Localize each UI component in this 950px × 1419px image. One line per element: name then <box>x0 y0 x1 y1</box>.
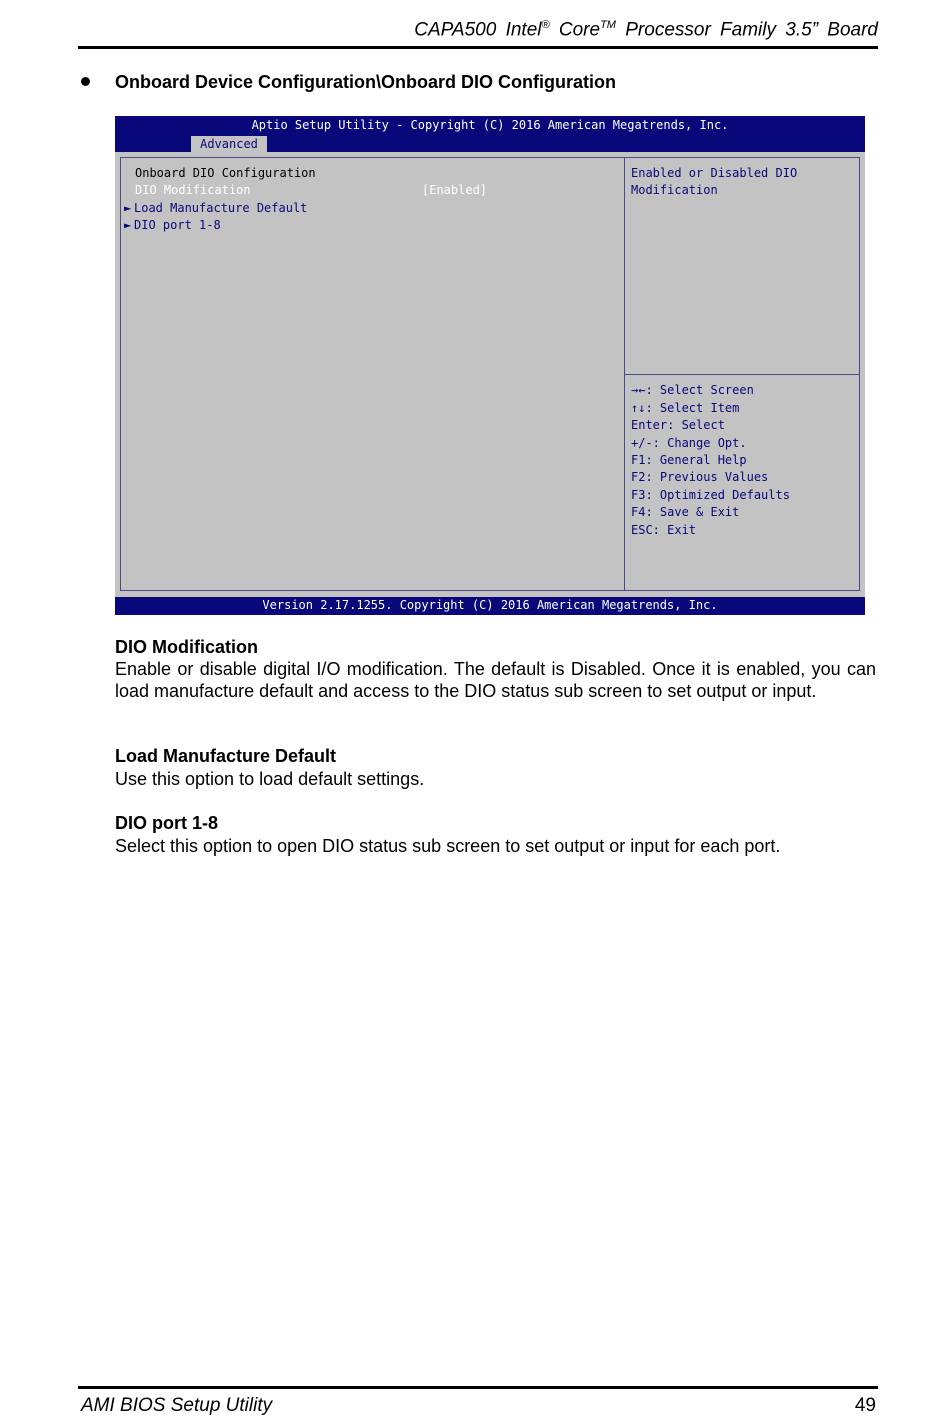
bios-divider <box>625 374 859 375</box>
key-hint: F2: Previous Values <box>631 470 769 484</box>
desc-text-dio-port: Select this option to open DIO status sub screen to set output or input for each port. <box>115 836 781 856</box>
desc-text-load-manufacture-default: Use this option to load default settings. <box>115 769 425 789</box>
bios-status-bar <box>115 597 865 615</box>
page-footer <box>78 1386 878 1419</box>
submenu-arrow-icon: ► <box>124 218 132 232</box>
desc-title-dio-modification: DIO Modification <box>115 637 258 657</box>
key-hint: ESC: Exit <box>631 523 697 537</box>
header-title: CAPA500 Intel® Core™ Processor Family 3.5” Board <box>414 19 878 41</box>
key-hint: +/-: Change Opt. <box>631 436 747 450</box>
desc-title-load-manufacture-default: Load Manufacture Default <box>115 746 337 766</box>
key-hint: Enter: Select <box>631 418 725 432</box>
bios-screenshot <box>115 116 865 615</box>
key-hint: →←: Select Screen <box>631 383 754 397</box>
section-title: Onboard Device Configuration\Onboard DIO Configuration <box>115 72 616 92</box>
menu-item-dio-modification[interactable]: DIO Modification <box>135 183 251 197</box>
page-number: 49 <box>854 1395 876 1416</box>
help-text: Modification <box>631 183 718 197</box>
footer-title: AMI BIOS Setup Utility <box>81 1395 273 1416</box>
tab-advanced[interactable]: Advanced <box>191 136 267 152</box>
menu-item-dio-port[interactable]: ► DIO port 1-8 <box>124 218 221 232</box>
bullet-icon <box>81 77 90 86</box>
bios-version: Version 2.17.1255. Copyright (C) 2016 American Megatrends, Inc. <box>262 598 718 612</box>
desc-text-dio-modification: Enable or disable digital I/O modification. The default is Disabled. Once it is enabled, you can load manufacture default and access to the DIO status sub screen to set output or input. <box>115 659 876 701</box>
page-header <box>78 18 878 49</box>
key-hint: F1: General Help <box>631 453 747 467</box>
help-text: Enabled or Disabled DIO <box>631 166 798 180</box>
menu-item-load-manufacture-default[interactable]: ► Load Manufacture Default <box>124 201 308 215</box>
bios-title-bar <box>115 116 865 152</box>
menu-heading: Onboard DIO Configuration <box>135 166 316 180</box>
key-hint: F4: Save & Exit <box>631 505 740 519</box>
key-hint: ↑↓: Select Item <box>631 401 740 415</box>
key-hint: F3: Optimized Defaults <box>631 488 790 502</box>
dio-modification-value[interactable]: [Enabled] <box>422 183 488 197</box>
submenu-arrow-icon: ► <box>124 201 132 215</box>
bios-title: Aptio Setup Utility - Copyright (C) 2016 American Megatrends, Inc. <box>251 118 729 132</box>
desc-title-dio-port: DIO port 1-8 <box>115 813 219 833</box>
